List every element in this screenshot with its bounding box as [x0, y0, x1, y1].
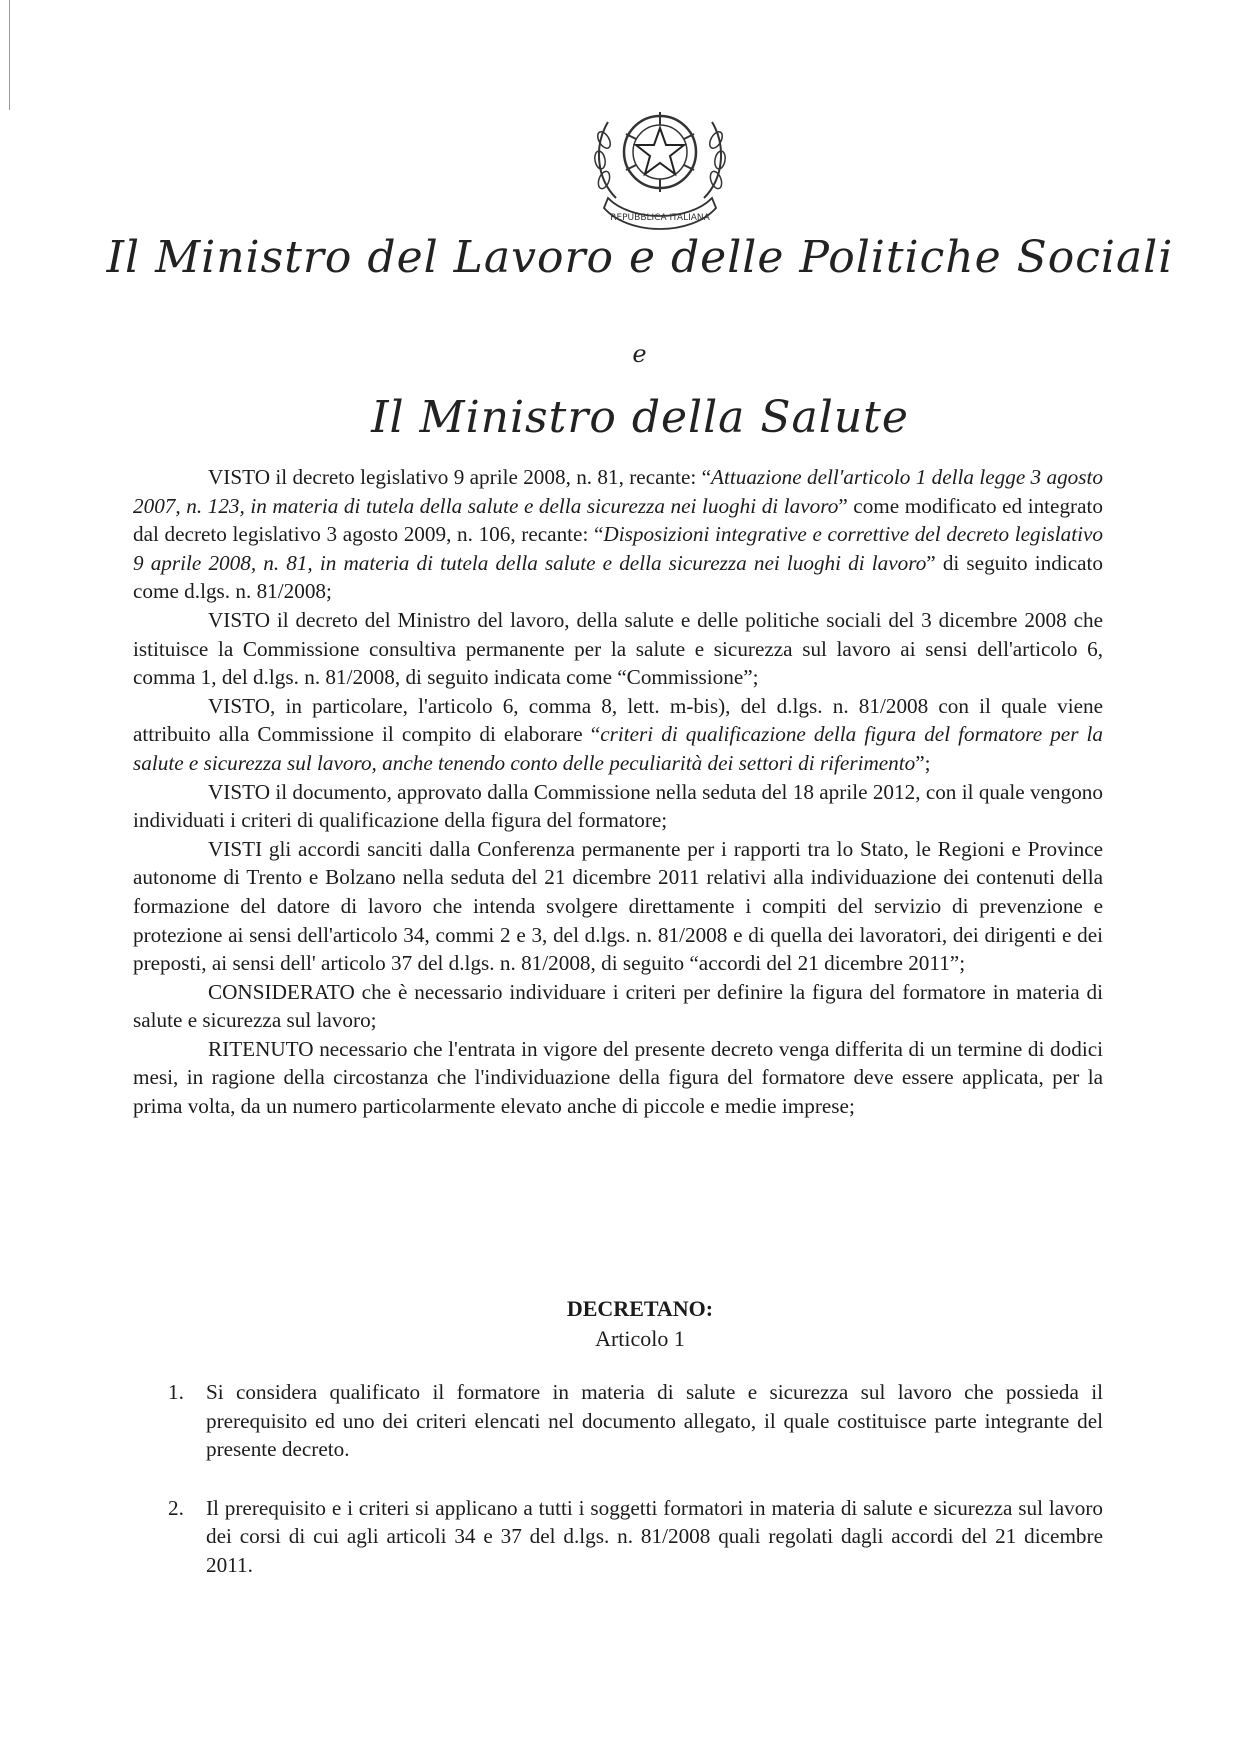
item-number: 1.	[168, 1380, 184, 1404]
decree-title: DECRETANO:	[566, 1296, 714, 1321]
quoted-title: criteri di qualificazione della figura del formatore per la salute e sicurezza sul lavoro, anche tenendo conto delle peculiarità dei settori di riferimento	[133, 722, 1103, 775]
article-items	[168, 1378, 1103, 1610]
ministry-labour-heading: Il Ministro del Lavoro e delle Politiche Sociali	[106, 232, 1174, 283]
paragraph-text: ” come modificato ed integrato dal decreto legislativo 3 agosto 2009, n. 106, recante: “	[133, 493, 1103, 547]
item-number: 2.	[168, 1495, 184, 1520]
paragraph-text: VISTO il decreto del Ministro del lavoro, della salute e delle politiche sociali del 3 dicembre 2008 che istituisce la Commissione consultiva permanente per la salute e sicurezza sul lavoro ai sensi dell'articolo 6, comma 1, del d.lgs. n. 81/2008, di seguito indicata come “Commissione”;	[133, 607, 1103, 690]
emblem-ribbon-text: REPUBBLICA ITALIANA	[610, 213, 710, 223]
article-heading: Articolo 1	[595, 1326, 685, 1351]
preamble-paragraph	[133, 1035, 1103, 1121]
paragraph-text: CONSIDERATO che è necessario individuare i criteri per definire la figura del formatore in materia di salute e sicurezza sul lavoro;	[133, 979, 1103, 1033]
paragraph-text: VISTI gli accordi sanciti dalla Conferenza permanente per i rapporti tra lo Stato, le Regioni e Province autonome di Trento e Bolzano nella seduta del 21 dicembre 2011 relativi alla individuazione dei contenuti della formazione del datore di lavoro che intenda svolgere direttamente i compiti del servizio di prevenzione e protezione ai sensi dell'articolo 34, commi 2 e 3, del d.lgs. n. 81/2008 e di quella dei lavoratori, dei dirigenti e dei preposti, ai sensi dell' articolo 37 del d.lgs. n. 81/2008, di seguito “accordi del 21 dicembre 2011”;	[133, 836, 1103, 976]
ministry-health-heading: Il Ministro della Salute	[371, 392, 909, 443]
preamble-paragraph	[133, 978, 1103, 1035]
paragraph-text: ” di seguito indicato come d.lgs. n. 81/2008;	[133, 550, 1103, 604]
preamble-paragraph	[133, 835, 1103, 978]
item-text: Il prerequisito e i criteri si applicano a tutti i soggetti formatori in materia di salute e sicurezza sul lavoro dei corsi di cui agli articoli 34 e 37 del d.lgs. n. 81/2008 quali regolati dagli accordi del 21 dicembre 2011.	[206, 1495, 1103, 1577]
quoted-title: Disposizioni integrative e correttive del decreto legislativo 9 aprile 2008, n. 81, in materia di tutela della salute e della sicurezza nei luoghi di lavoro	[133, 522, 1103, 575]
scan-edge-line	[9, 0, 10, 110]
item-text: Si considera qualificato il formatore in materia di salute e sicurezza sul lavoro che possieda il prerequisito ed uno dei criteri elencati nel documento allegato, il quale costituisce parte integrante del presente decreto.	[206, 1380, 1103, 1462]
italian-republic-emblem	[586, 90, 734, 240]
preamble-paragraph	[133, 606, 1103, 692]
preamble	[133, 463, 1103, 1121]
preamble-paragraph	[133, 692, 1103, 778]
paragraph-text: VISTO il documento, approvato dalla Commissione nella seduta del 18 aprile 2012, con il quale vengono individuati i criteri di qualificazione della figura del formatore;	[133, 779, 1103, 833]
quoted-title: Attuazione dell'articolo 1 della legge 3 agosto 2007, n. 123, in materia di tutela della salute e della sicurezza nei luoghi di lavoro	[133, 465, 1103, 518]
paragraph-text: RITENUTO necessario che l'entrata in vigore del presente decreto venga differita di un termine di dodici mesi, in ragione della circostanza che l'individuazione della figura del formatore deve essere applicata, per la prima volta, da un numero particolarmente elevato anche di piccole e medie imprese;	[133, 1036, 1103, 1119]
preamble-paragraph	[133, 778, 1103, 835]
paragraph-text: VISTO, in particolare, l'articolo 6, comma 8, lett. m-bis), del d.lgs. n. 81/2008 con il quale viene attribuito alla Commissione il compito di elaborare “	[133, 693, 1103, 747]
paragraph-text: ”;	[915, 750, 931, 775]
conjunction: e	[632, 340, 648, 368]
preamble-paragraph	[133, 463, 1103, 606]
paragraph-text: VISTO il decreto legislativo 9 aprile 2008, n. 81, recante: “	[208, 465, 712, 489]
article-item	[168, 1378, 1103, 1464]
article-item	[168, 1494, 1103, 1580]
